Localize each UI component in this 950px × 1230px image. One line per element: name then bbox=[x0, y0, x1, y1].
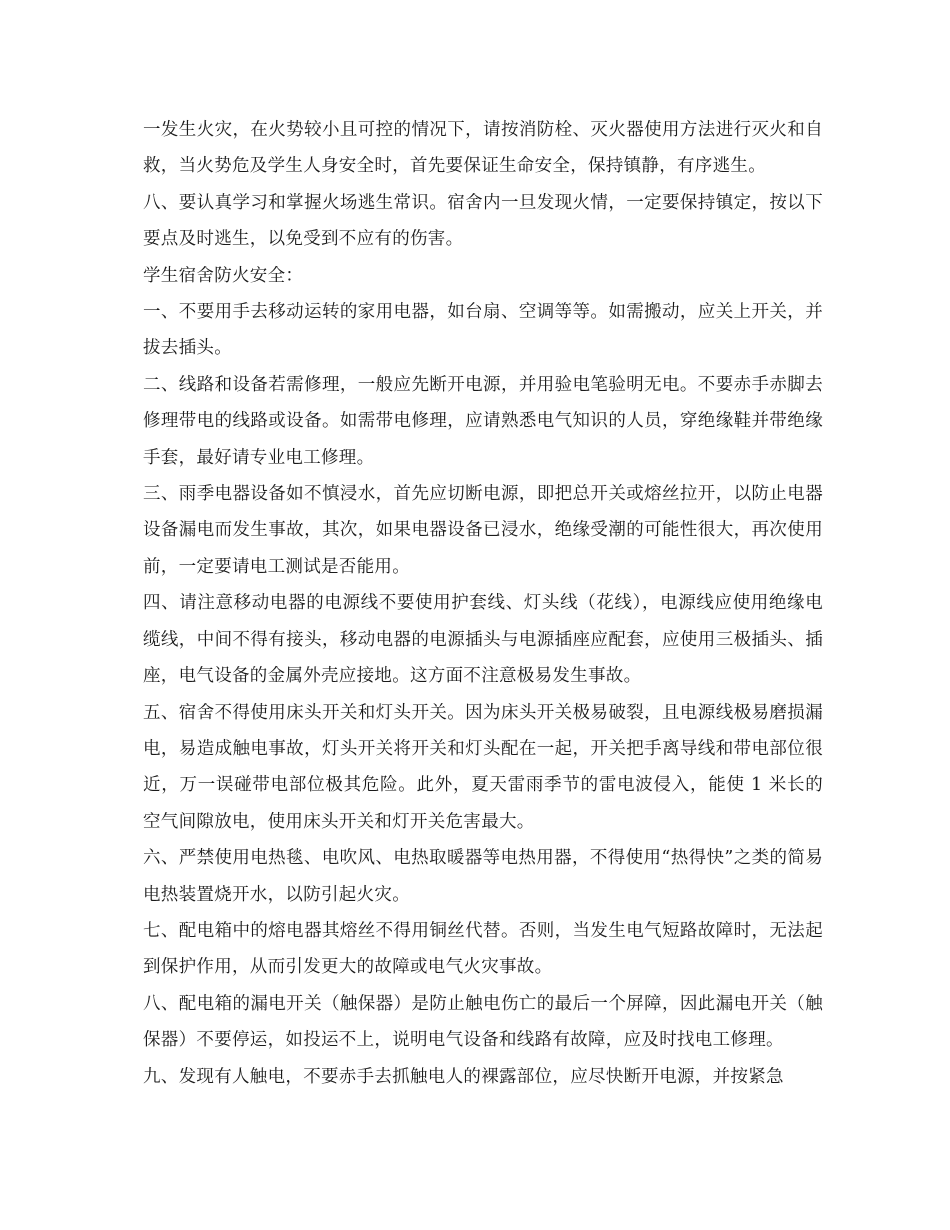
paragraph-rule-6: 六、严禁使用电热毯、电吹风、电热取暖器等电热用器，不得使用“热得快”之类的简易电热装置烧开水，以防引起火灾。 bbox=[143, 848, 823, 905]
paragraph-rule-2: 二、线路和设备若需修理，一般应先断开电源，并用验电笔验明无电。不要赤手赤脚去修理带电的线路或设备。如需带电修理，应请熟悉电气知识的人员，穿绝缘鞋并带绝缘手套，最好请专业电工修理。 bbox=[143, 374, 823, 468]
section-heading-dorm-fire-safety: 学生宿舍防火安全： bbox=[143, 265, 304, 286]
paragraph-escape-knowledge: 八、要认真学习和掌握火场逃生常识。宿舍内一旦发现火情，一定要保持镇定，按以下要点及时逃生，以免受到不应有的伤害。 bbox=[143, 192, 823, 250]
paragraph-rule-5: 五、宿舍不得使用床头开关和灯头开关。因为床头开关极易破裂，且电源线极易磨损漏电，易造成触电事故，灯头开关将开关和灯头配在一起，开关把手离导线和带电部位很近，万一误碰带电部位极其危险。此外，夏天雷雨季节的雷电波侵入，能使 1 米长的空气间隙放电，使用床头开关和灯开关危害最大。 bbox=[143, 702, 823, 832]
paragraph-rule-1: 一、不要用手去移动运转的家用电器，如台扇、空调等等。如需搬动，应关上开关，并拔去插头。 bbox=[143, 302, 823, 359]
paragraph-rule-8: 八、配电箱的漏电开关（触保器）是防止触电伤亡的最后一个屏障，因此漏电开关（触保器）不要停运，如投运不上，说明电气设备和线路有故障，应及时找电工修理。 bbox=[143, 993, 823, 1051]
paragraph-rule-9: 九、发现有人触电，不要赤手去抓触电人的裸露部位，应尽快断开电源，并按紧急 bbox=[143, 1066, 784, 1087]
document-body bbox=[143, 112, 823, 1095]
paragraph-fire-selfrescue: 一发生火灾，在火势较小且可控的情况下，请按消防栓、灭火器使用方法进行灭火和自救，当火势危及学生人身安全时，首先要保证生命安全，保持镇静，有序逃生。 bbox=[143, 120, 823, 177]
paragraph-rule-4: 四、请注意移动电器的电源线不要使用护套线、灯头线（花线），电源线应使用绝缘电缆线，中间不得有接头，移动电器的电源插头与电源插座应配套，应使用三极插头、插座，电气设备的金属外壳应接地。这方面不注意极易发生事故。 bbox=[143, 593, 823, 687]
paragraph-rule-3: 三、雨季电器设备如不慎浸水，首先应切断电源，即把总开关或熔丝拉开，以防止电器设备漏电而发生事故，其次，如果电器设备已浸水，绝缘受潮的可能性很大，再次使用前，一定要请电工测试是否能用。 bbox=[143, 484, 823, 577]
paragraph-rule-7: 七、配电箱中的熔电器其熔丝不得用铜丝代替。否则，当发生电气短路故障时，无法起到保护作用，从而引发更大的故障或电气火灾事故。 bbox=[143, 920, 823, 978]
